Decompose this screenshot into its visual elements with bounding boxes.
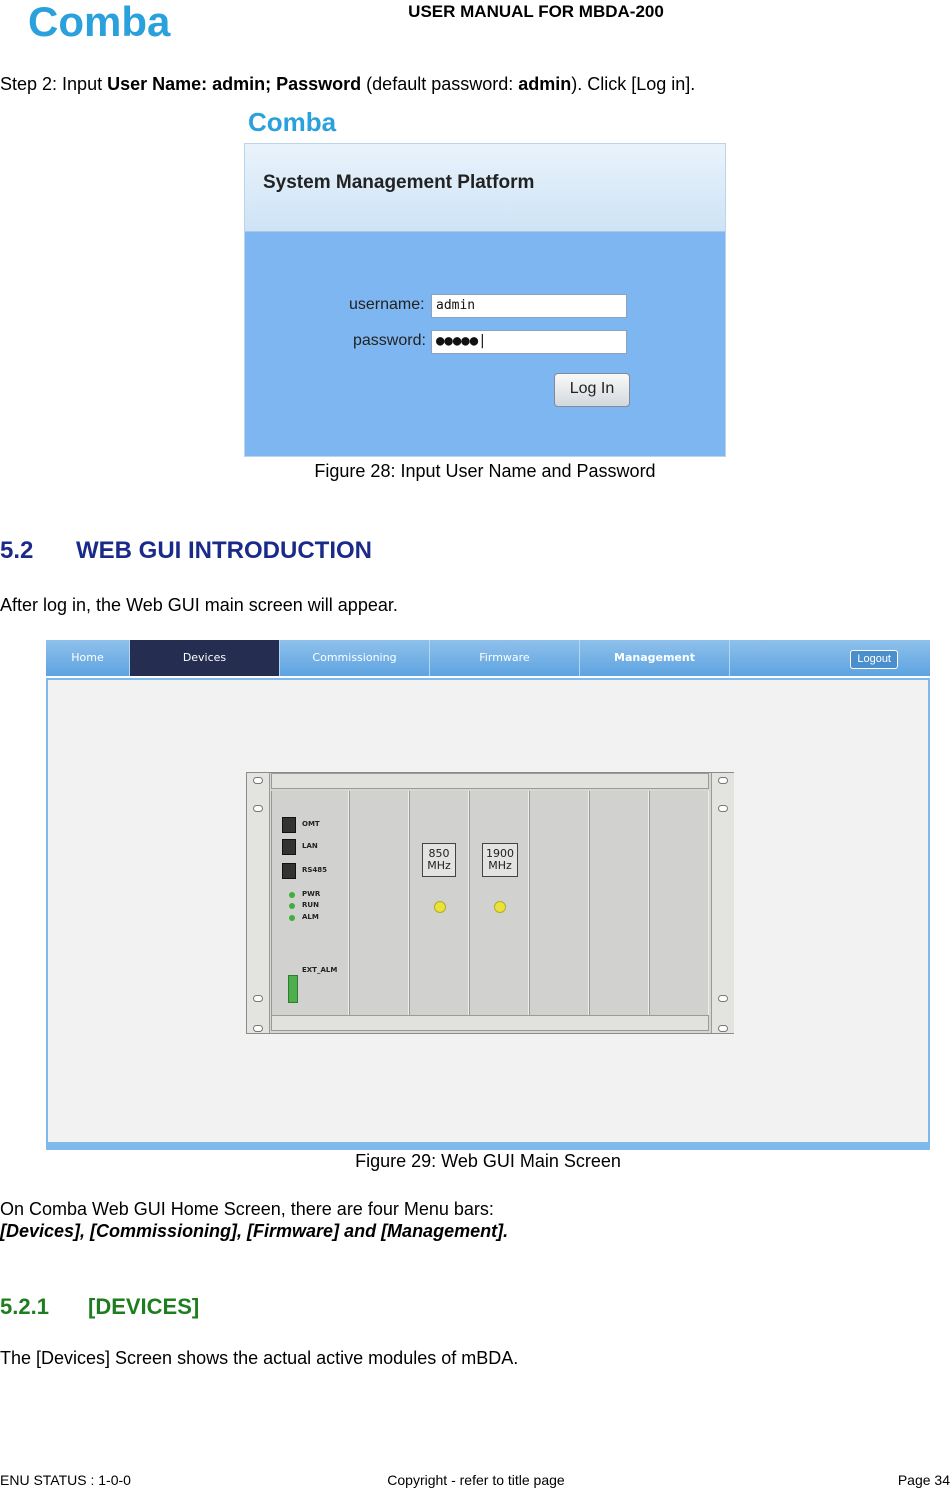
web-gui-screenshot — [46, 640, 930, 1150]
ext-alarm-connector-icon — [288, 975, 298, 1003]
mount-hole — [253, 1025, 263, 1032]
control-module[interactable] — [271, 791, 349, 1015]
svg-text:Comba: Comba — [248, 108, 337, 136]
section-5-2-1-number: 5.2.1 — [0, 1294, 49, 1319]
nav-devices[interactable]: Devices — [130, 640, 280, 676]
section-5-2-intro: After log in, the Web GUI main screen will appear. — [0, 595, 398, 615]
pwr-led-icon — [289, 892, 295, 898]
empty-slot — [529, 791, 589, 1015]
ext-alm-label: EXT_ALM — [302, 966, 338, 974]
chassis-left-ear — [247, 773, 270, 1033]
section-5-2-number: 5.2 — [0, 537, 34, 564]
menu-bars-text: On Comba Web GUI Home Screen, there are four Menu bars: — [0, 1199, 494, 1219]
module-1900[interactable] — [469, 791, 529, 1015]
menu-bars-list: [Devices], [Commissioning], [Firmware] and [Management]. — [0, 1221, 509, 1241]
nav-firmware[interactable]: Firmware — [430, 640, 580, 676]
step-2-instruction: Step 2: Input User Name: admin; Password (default password: admin). Click [Log in]. — [0, 74, 696, 94]
username-label: username: — [349, 296, 425, 313]
login-comba-logo — [247, 108, 357, 136]
mount-hole — [253, 777, 263, 784]
rs485-label: RS485 — [302, 866, 328, 874]
section-5-2-title: WEB GUI INTRODUCTION — [76, 537, 372, 564]
footer-page-number: Page 34 — [897, 1472, 950, 1488]
run-led-icon — [289, 903, 295, 909]
alm-label: ALM — [302, 913, 319, 921]
login-panel — [244, 143, 726, 457]
mount-hole — [253, 995, 263, 1002]
mount-hole — [718, 995, 728, 1002]
chassis-top-rail — [271, 773, 709, 789]
figure-28-caption: Figure 28: Input User Name and Password — [314, 461, 656, 481]
footer-status: ENU STATUS : 1-0-0 — [0, 1472, 131, 1488]
module-1900-status-led-icon — [494, 901, 506, 913]
omt-port-icon — [282, 817, 296, 833]
omt-label: OMT — [302, 820, 320, 828]
manual-title: USER MANUAL FOR MBDA-200 — [408, 2, 664, 21]
main-nav — [46, 640, 930, 676]
logout-button[interactable]: Logout — [850, 650, 898, 669]
alm-led-icon — [289, 915, 295, 921]
login-button[interactable]: Log In — [554, 373, 630, 407]
mbda-chassis — [246, 772, 734, 1034]
login-title: System Management Platform — [263, 172, 535, 193]
section-5-2-1-title: [DEVICES] — [88, 1294, 200, 1319]
empty-slot — [649, 791, 709, 1015]
devices-panel — [46, 678, 930, 1144]
mount-hole — [718, 1025, 728, 1032]
section-5-2-1-text: The [Devices] Screen shows the actual active modules of mBDA. — [0, 1348, 519, 1368]
nav-management[interactable]: Management — [580, 640, 730, 676]
module-850[interactable] — [409, 791, 469, 1015]
run-label: RUN — [302, 901, 319, 909]
empty-slot — [349, 791, 409, 1015]
chassis-right-ear — [711, 773, 734, 1033]
password-label: password: — [353, 332, 426, 349]
login-header — [245, 144, 725, 232]
figure-29-caption: Figure 29: Web GUI Main Screen — [355, 1151, 621, 1171]
empty-slot — [589, 791, 649, 1015]
chassis-bottom-rail — [271, 1015, 709, 1031]
mount-hole — [718, 805, 728, 812]
module-850-label: 850 MHz — [422, 843, 456, 877]
nav-home[interactable]: Home — [46, 640, 130, 676]
svg-text:Comba: Comba — [28, 0, 171, 44]
password-input[interactable]: ●●●●●| — [431, 330, 627, 354]
lan-label: LAN — [302, 842, 318, 850]
lan-port-icon — [282, 839, 296, 855]
footer-copyright: Copyright - refer to title page — [387, 1472, 565, 1488]
pwr-label: PWR — [302, 890, 321, 898]
username-input[interactable]: admin — [431, 294, 627, 318]
mount-hole — [253, 805, 263, 812]
gui-bottom-border — [46, 1144, 930, 1150]
rs485-port-icon — [282, 863, 296, 879]
mount-hole — [718, 777, 728, 784]
module-850-status-led-icon — [434, 901, 446, 913]
module-1900-label: 1900 MHz — [482, 843, 518, 877]
nav-commissioning[interactable]: Commissioning — [280, 640, 430, 676]
